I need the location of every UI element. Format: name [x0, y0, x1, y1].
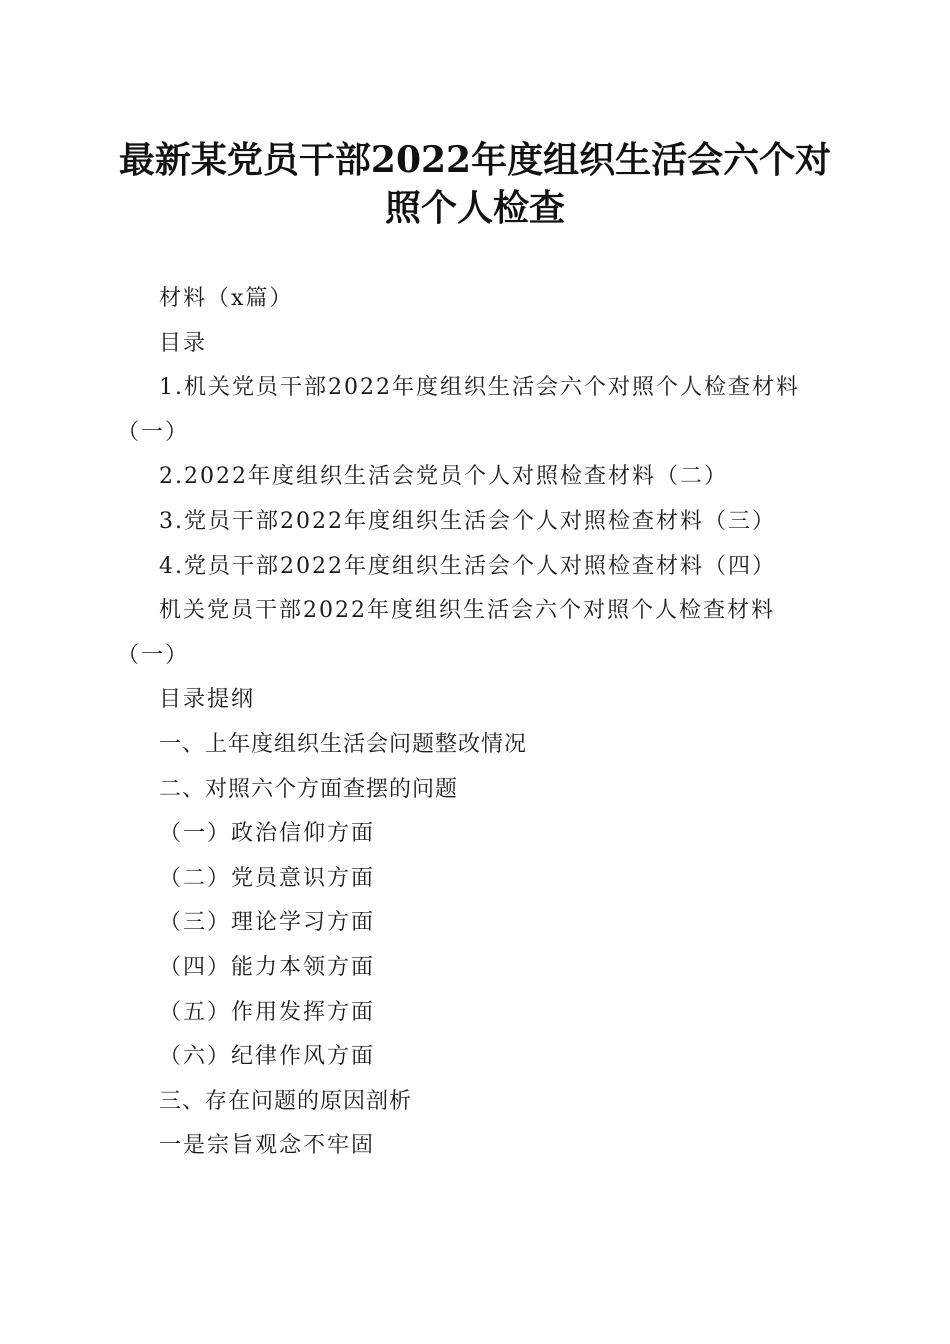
toc-item-3: 3.党员干部2022年度组织生活会个人对照检查材料（三） — [159, 508, 776, 534]
toc-heading: 目录 — [159, 330, 208, 356]
cause-item-1: 一是宗旨观念不牢固 — [159, 1133, 376, 1159]
outline-part-2: 二、对照六个方面查摆的问题 — [159, 776, 459, 802]
material-count: 材料（x篇） — [159, 286, 294, 311]
outline-part-3: 三、存在问题的原因剖析 — [159, 1088, 413, 1114]
toc-item-2: 2.2022年度组织生活会党员个人对照检查材料（二） — [159, 464, 728, 490]
outline-heading: 目录提纲 — [159, 687, 256, 713]
outline-subitem-4: （四）能力本领方面 — [159, 954, 376, 980]
outline-subitem-2: （二）党员意识方面 — [159, 865, 376, 891]
document-body — [117, 277, 829, 1169]
outline-part-1: 一、上年度组织生活会问题整改情况 — [159, 731, 528, 757]
title-line-1: 最新某党员干部2022年度组织生活会六个对 — [118, 139, 832, 181]
outline-subitem-5: （五）作用发挥方面 — [159, 999, 376, 1025]
document-title — [80, 136, 870, 232]
section-title: 机关党员干部2022年度组织生活会六个对照个人检查材料（一） — [117, 598, 775, 668]
outline-subitem-1: （一）政治信仰方面 — [159, 821, 376, 847]
outline-subitem-6: （六）纪律作风方面 — [159, 1044, 376, 1070]
title-line-2: 照个人检查 — [384, 187, 565, 229]
toc-item-1: 1.机关党员干部2022年度组织生活会六个对照个人检查材料（一） — [117, 375, 800, 445]
outline-subitem-3: （三）理论学习方面 — [159, 910, 376, 936]
toc-item-4: 4.党员干部2022年度组织生活会个人对照检查材料（四） — [159, 553, 776, 579]
